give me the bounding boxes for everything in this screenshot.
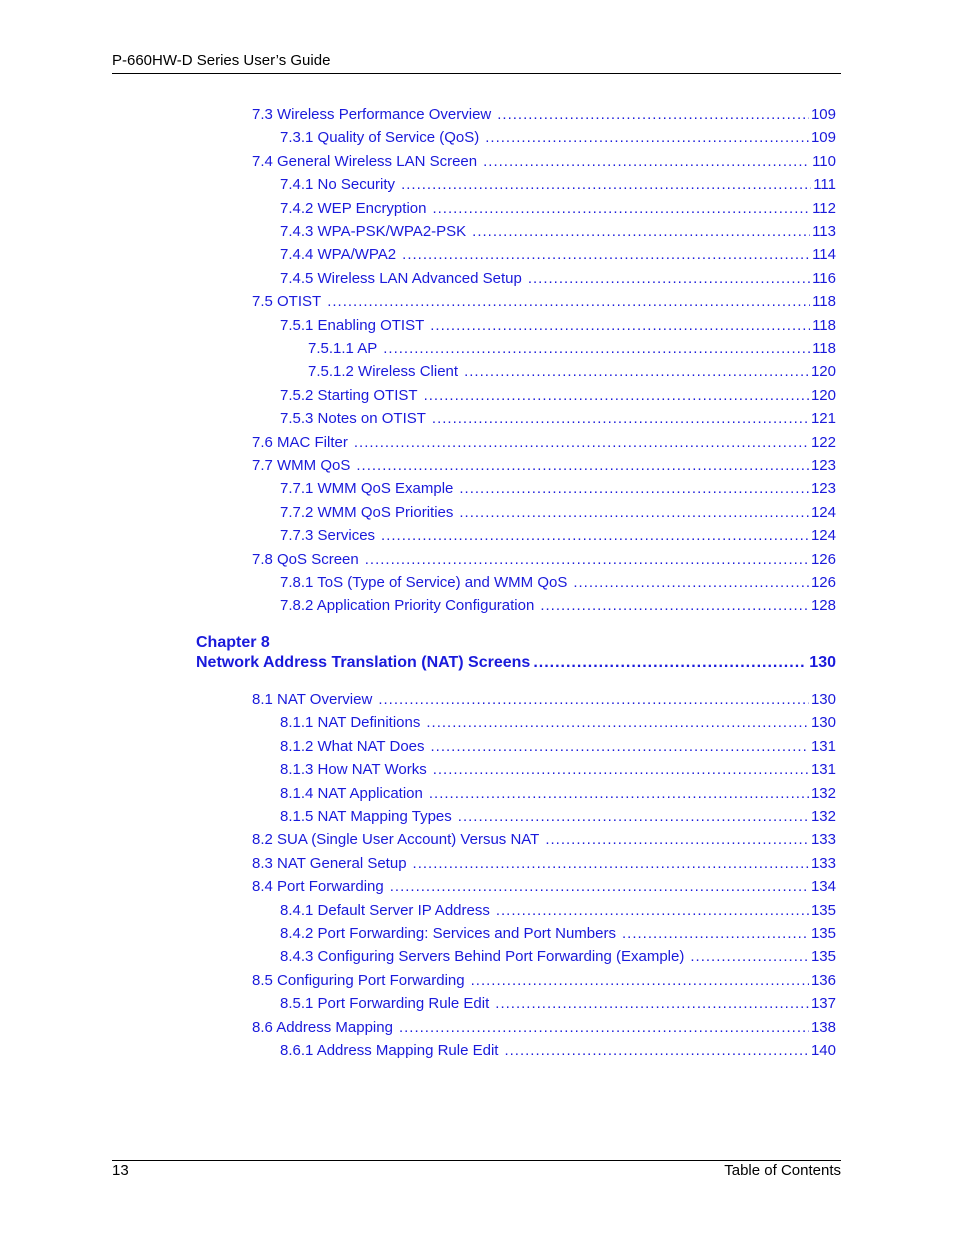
toc-entry[interactable] xyxy=(280,387,836,407)
toc-entry-label: 8.6 Address Mapping xyxy=(252,1018,393,1036)
toc-entry-page-number: 110 xyxy=(812,152,836,170)
dot-leader xyxy=(402,246,810,263)
dot-leader xyxy=(399,1019,809,1036)
dot-leader xyxy=(429,785,809,802)
toc-entry-page-number: 109 xyxy=(810,129,836,147)
toc-entry[interactable] xyxy=(280,176,836,196)
toc-entry-page-number: 121 xyxy=(810,410,836,428)
toc-entry[interactable] xyxy=(280,410,836,430)
toc-entry[interactable] xyxy=(308,363,836,383)
toc-entry-label: 8.1.3 How NAT Works xyxy=(280,761,427,779)
toc-entry-label: 7.7 WMM QoS xyxy=(252,457,351,474)
dot-leader xyxy=(459,504,809,521)
toc-entry-label: 7.5.1.1 AP xyxy=(308,340,378,357)
dot-leader xyxy=(504,1042,809,1059)
toc-entry-label: 8.1.5 NAT Mapping Types xyxy=(280,808,452,825)
toc-entry-label: 7.6 MAC Filter xyxy=(252,433,348,451)
toc-entry-label: 8.3 NAT General Setup xyxy=(252,854,407,872)
toc-entry[interactable] xyxy=(280,761,836,781)
dot-leader xyxy=(483,153,810,170)
toc-entry-page-number: 126 xyxy=(810,574,836,591)
toc-entry-label: 7.7.2 WMM QoS Priorities xyxy=(280,503,454,521)
dot-leader xyxy=(472,223,810,240)
toc-entry-page-number: 118 xyxy=(812,316,836,334)
toc-entry-page-number: 130 xyxy=(810,714,836,732)
header-divider xyxy=(112,73,841,74)
dot-leader xyxy=(545,831,809,848)
dot-leader xyxy=(432,200,810,217)
toc-entry-page-number: 138 xyxy=(810,1018,836,1036)
toc-entry[interactable] xyxy=(280,129,836,149)
toc-entry-label: 8.1 NAT Overview xyxy=(252,691,373,708)
toc-entry-label: 7.4 General Wireless LAN Screen xyxy=(252,152,478,170)
toc-entry[interactable] xyxy=(280,504,836,524)
toc-entry-page-number: 112 xyxy=(812,199,836,217)
toc-entry-page-number: 137 xyxy=(810,995,836,1013)
toc-entry-page-number: 113 xyxy=(812,223,836,240)
dot-leader xyxy=(433,761,809,778)
toc-entry-page-number: 128 xyxy=(810,597,836,615)
dot-leader xyxy=(458,808,809,825)
toc-entry[interactable] xyxy=(308,340,836,360)
dot-leader xyxy=(464,363,809,380)
toc-entry[interactable] xyxy=(252,972,836,992)
toc-entry-label: 8.5.1 Port Forwarding Rule Edit xyxy=(280,995,490,1013)
toc-entry-label: 8.4 Port Forwarding xyxy=(252,878,384,896)
toc-entry-label: 7.5.1 Enabling OTIST xyxy=(280,316,425,334)
toc-entry-label: 8.4.3 Configuring Servers Behind Port Forwarding (Example) xyxy=(280,948,685,966)
toc-entry[interactable] xyxy=(280,785,836,805)
toc-entry-label: 7.4.5 Wireless LAN Advanced Setup xyxy=(280,269,522,287)
toc-entry-label: 7.5.1.2 Wireless Client xyxy=(308,363,459,381)
toc-entry-label: 7.3 Wireless Performance Overview xyxy=(252,106,492,123)
dot-leader xyxy=(430,317,810,334)
dot-leader xyxy=(622,925,809,942)
toc-entry[interactable] xyxy=(252,293,836,313)
toc-entry-page-number: 133 xyxy=(810,831,836,849)
toc-entry-page-number: 124 xyxy=(810,503,836,521)
toc-entry-page-number: 118 xyxy=(812,293,836,311)
toc-entry[interactable] xyxy=(252,106,836,126)
toc-entry-label: 7.4.3 WPA-PSK/WPA2-PSK xyxy=(280,223,467,240)
toc-entry-page-number: 114 xyxy=(812,246,836,264)
dot-leader xyxy=(356,457,809,474)
dot-leader xyxy=(383,340,810,357)
toc-entry-page-number: 135 xyxy=(810,901,836,919)
toc-entry[interactable] xyxy=(252,551,836,571)
toc-entry[interactable] xyxy=(280,480,836,500)
dot-leader xyxy=(432,410,809,427)
toc-entry-label: 7.5 OTIST xyxy=(252,293,322,311)
toc-entry-page-number: 111 xyxy=(813,176,836,194)
dot-leader xyxy=(533,654,805,672)
toc-entry[interactable] xyxy=(280,948,836,968)
dot-leader xyxy=(471,972,809,989)
toc-entry-page-number: 122 xyxy=(810,433,836,451)
toc-entry[interactable] xyxy=(280,1042,836,1062)
dot-leader xyxy=(378,691,809,708)
dot-leader xyxy=(426,714,809,731)
toc-entry-label: 7.4.1 No Security xyxy=(280,176,396,194)
dot-leader xyxy=(540,597,809,614)
toc-entry-label: 7.3.1 Quality of Service (QoS) xyxy=(280,129,480,147)
dot-leader xyxy=(401,176,811,193)
dot-leader xyxy=(413,855,809,872)
dot-leader xyxy=(690,948,809,965)
toc-entry-page-number: 140 xyxy=(810,1042,836,1059)
toc-entry-label: 8.5 Configuring Port Forwarding xyxy=(252,971,465,989)
dot-leader xyxy=(573,574,809,591)
toc-entry[interactable] xyxy=(280,597,836,617)
toc-entry-label: 7.4.2 WEP Encryption xyxy=(280,199,427,217)
document-header-title: P-660HW-D Series User’s Guide xyxy=(112,52,331,69)
dot-leader xyxy=(495,995,809,1012)
toc-entry-page-number: 118 xyxy=(812,340,836,357)
footer-divider xyxy=(112,1160,841,1161)
toc-entry-label: 7.8 QoS Screen xyxy=(252,550,359,568)
toc-entry-label: 7.7.1 WMM QoS Example xyxy=(280,480,454,498)
toc-entry[interactable] xyxy=(280,317,836,337)
dot-leader xyxy=(528,270,810,287)
toc-entry-label: 7.5.2 Starting OTIST xyxy=(280,386,418,404)
toc-entry[interactable] xyxy=(280,200,836,220)
toc-entry[interactable] xyxy=(280,808,836,828)
toc-entry-label: 8.4.1 Default Server IP Address xyxy=(280,901,490,919)
toc-entry-page-number: 132 xyxy=(810,808,836,825)
toc-entry-page-number: 124 xyxy=(810,527,836,545)
toc-entry-page-number: 135 xyxy=(810,948,836,966)
toc-entry-page-number: 131 xyxy=(810,761,836,779)
toc-entry-label: 7.7.3 Services xyxy=(280,527,376,545)
toc-entry-page-number: 132 xyxy=(810,784,836,802)
toc-entry[interactable] xyxy=(252,434,836,454)
toc-entry-page-number: 135 xyxy=(810,925,836,942)
toc-entry-label: 7.4.4 WPA/WPA2 xyxy=(280,246,397,264)
toc-entry-page-number: 116 xyxy=(812,269,836,287)
dot-leader xyxy=(390,878,809,895)
toc-entry[interactable] xyxy=(280,246,836,266)
dot-leader xyxy=(327,293,810,310)
toc-entry-label: 7.8.1 ToS (Type of Service) and WMM QoS xyxy=(280,574,568,591)
dot-leader xyxy=(424,387,809,404)
chapter-title: Network Address Translation (NAT) Screens xyxy=(196,654,531,671)
toc-entry-page-number: 123 xyxy=(810,457,836,474)
toc-entry-page-number: 120 xyxy=(810,363,836,381)
toc-entry-label: 7.5.3 Notes on OTIST xyxy=(280,410,426,428)
dot-leader xyxy=(365,551,809,568)
toc-entry-label: 8.6.1 Address Mapping Rule Edit xyxy=(280,1042,499,1059)
toc-entry[interactable] xyxy=(280,223,836,243)
footer-section-title: Table of Contents xyxy=(724,1162,841,1179)
chapter-label[interactable]: Chapter 8 xyxy=(196,634,270,651)
toc-entry-label: 8.1.4 NAT Application xyxy=(280,784,423,802)
toc-entry-label: 8.1.2 What NAT Does xyxy=(280,737,425,755)
toc-entry-page-number: 130 xyxy=(810,691,836,708)
toc-entry-label: 8.1.1 NAT Definitions xyxy=(280,714,421,732)
dot-leader xyxy=(459,480,809,497)
toc-entry-label: 8.2 SUA (Single User Account) Versus NAT xyxy=(252,831,540,849)
toc-entry-label: 7.8.2 Application Priority Configuration xyxy=(280,597,535,615)
dot-leader xyxy=(496,902,809,919)
toc-entry[interactable] xyxy=(252,855,836,875)
toc-entry-page-number: 123 xyxy=(810,480,836,498)
toc-entry[interactable] xyxy=(252,691,836,711)
chapter-title-entry[interactable] xyxy=(196,654,836,676)
toc-entry[interactable] xyxy=(280,574,836,594)
footer-page-number: 13 xyxy=(112,1162,129,1179)
toc-entry[interactable] xyxy=(280,714,836,734)
dot-leader xyxy=(381,527,809,544)
dot-leader xyxy=(431,738,809,755)
dot-leader xyxy=(497,106,809,123)
toc-entry[interactable] xyxy=(280,738,836,758)
toc-entry[interactable] xyxy=(280,270,836,290)
chapter-page-number: 130 xyxy=(809,654,836,671)
toc-entry[interactable] xyxy=(280,925,836,945)
toc-entry-label: 8.4.2 Port Forwarding: Services and Port Numbers xyxy=(280,925,616,942)
dot-leader xyxy=(485,129,809,146)
toc-entry[interactable] xyxy=(280,902,836,922)
toc-entry[interactable] xyxy=(280,995,836,1015)
toc-entry[interactable] xyxy=(252,457,836,477)
toc-entry-page-number: 131 xyxy=(810,737,836,755)
toc-entry[interactable] xyxy=(252,1019,836,1039)
toc-entry[interactable] xyxy=(280,527,836,547)
toc-entry-page-number: 134 xyxy=(810,878,836,896)
toc-entry[interactable] xyxy=(252,831,836,851)
toc-entry-page-number: 126 xyxy=(810,550,836,568)
toc-entry[interactable] xyxy=(252,153,836,173)
toc-entry[interactable] xyxy=(252,878,836,898)
toc-entry-page-number: 109 xyxy=(810,106,836,123)
toc-entry-page-number: 133 xyxy=(810,854,836,872)
toc-entry-page-number: 120 xyxy=(810,386,836,404)
toc-entry-page-number: 136 xyxy=(810,971,836,989)
dot-leader xyxy=(354,434,809,451)
